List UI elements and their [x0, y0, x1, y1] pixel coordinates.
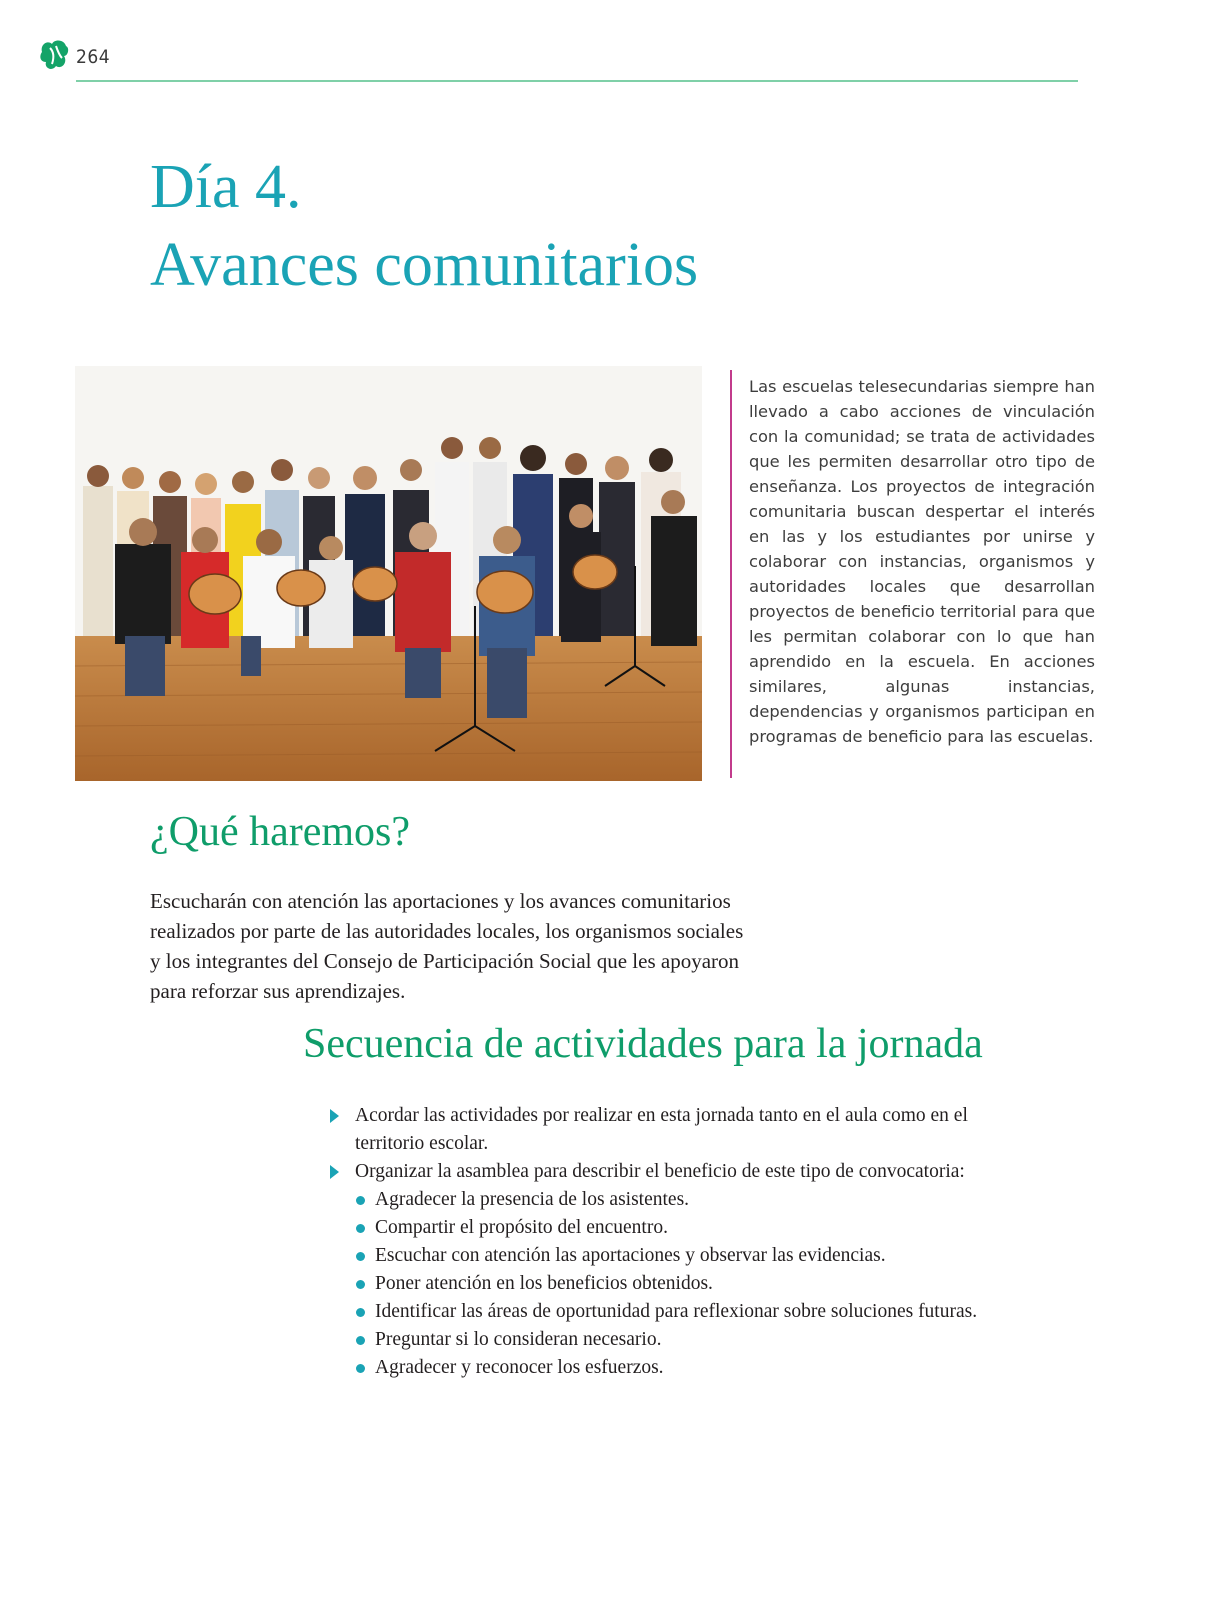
sub-list-item-text: Agradecer la presencia de los asistentes. — [375, 1189, 690, 1210]
sub-list-item — [355, 1242, 990, 1270]
green-leaf-emblem-icon — [38, 38, 70, 72]
dot-bullet-icon — [356, 1336, 365, 1345]
dot-bullet-icon — [356, 1224, 365, 1233]
dot-bullet-icon — [356, 1196, 365, 1205]
header-divider — [76, 80, 1078, 82]
list-item-text: Acordar las actividades por realizar en esta jornada tanto en el aula como en el territorio escolar. — [355, 1105, 968, 1154]
sub-list-item-text: Compartir el propósito del encuentro. — [375, 1217, 668, 1238]
triangle-bullet-icon — [330, 1109, 339, 1123]
list-item-text: Organizar la asamblea para describir el beneficio de este tipo de convocatoria: — [355, 1161, 965, 1182]
sub-list-item-text: Identificar las áreas de oportunidad para reflexionar sobre soluciones futuras. — [375, 1301, 978, 1322]
sub-list-item — [355, 1298, 990, 1326]
group-photo — [75, 366, 702, 781]
sub-activity-list — [355, 1186, 990, 1382]
sub-list-item-text: Poner atención en los beneficios obtenidos. — [375, 1273, 713, 1294]
dot-bullet-icon — [356, 1364, 365, 1373]
sidebar-intro-text: Las escuelas telesecundarias siempre han llevado a cabo acciones de vinculación con la comunidad; se trata de actividades que les permiten desarrollar otro tipo de enseñanza. Los proyectos de integración comunitaria buscan despertar el interés en las y los estudiantes por unirse y colaborar con instancias, organismos y autoridades locales que desarrollan proyectos de beneficio territorial para que les permitan colaborar con lo que han aprendido en la escuela. En acciones similares, algunas instancias, dependencias y organismos participan en programas de beneficio para las escuelas. — [749, 377, 1095, 746]
list-item — [330, 1102, 990, 1158]
sub-list-item — [355, 1214, 990, 1242]
sub-list-item-text: Agradecer y reconocer los esfuerzos. — [375, 1357, 664, 1378]
title-line-day: Día 4. — [150, 153, 302, 221]
sidebar-divider — [730, 370, 732, 778]
activity-list — [330, 1102, 990, 1382]
sub-list-item — [355, 1326, 990, 1354]
sub-list-item — [355, 1270, 990, 1298]
dot-bullet-icon — [356, 1252, 365, 1261]
dot-bullet-icon — [356, 1308, 365, 1317]
sub-list-item-text: Escuchar con atención las aportaciones y observar las evidencias. — [375, 1245, 886, 1266]
group-photo-illustration — [75, 366, 702, 781]
que-haremos-text: Escucharán con atención las aportaciones y los avances comunitarios realizados por parte de las autoridades locales, los organismos sociales y los integrantes del Consejo de Participación Social que les apoyaron para reforzar sus aprendizajes. — [150, 889, 744, 1003]
triangle-bullet-icon — [330, 1165, 339, 1179]
dot-bullet-icon — [356, 1280, 365, 1289]
sub-list-item-text: Preguntar si lo consideran necesario. — [375, 1329, 662, 1350]
page-number: 264 — [76, 46, 111, 68]
list-item — [330, 1158, 990, 1382]
secuencia-heading: Secuencia de actividades para la jornada — [303, 1021, 983, 1067]
sub-list-item — [355, 1354, 990, 1382]
title-line-topic: Avances comunitarios — [150, 231, 699, 299]
que-haremos-heading: ¿Qué haremos? — [150, 809, 411, 855]
page-title — [150, 148, 698, 304]
sub-list-item — [355, 1186, 990, 1214]
